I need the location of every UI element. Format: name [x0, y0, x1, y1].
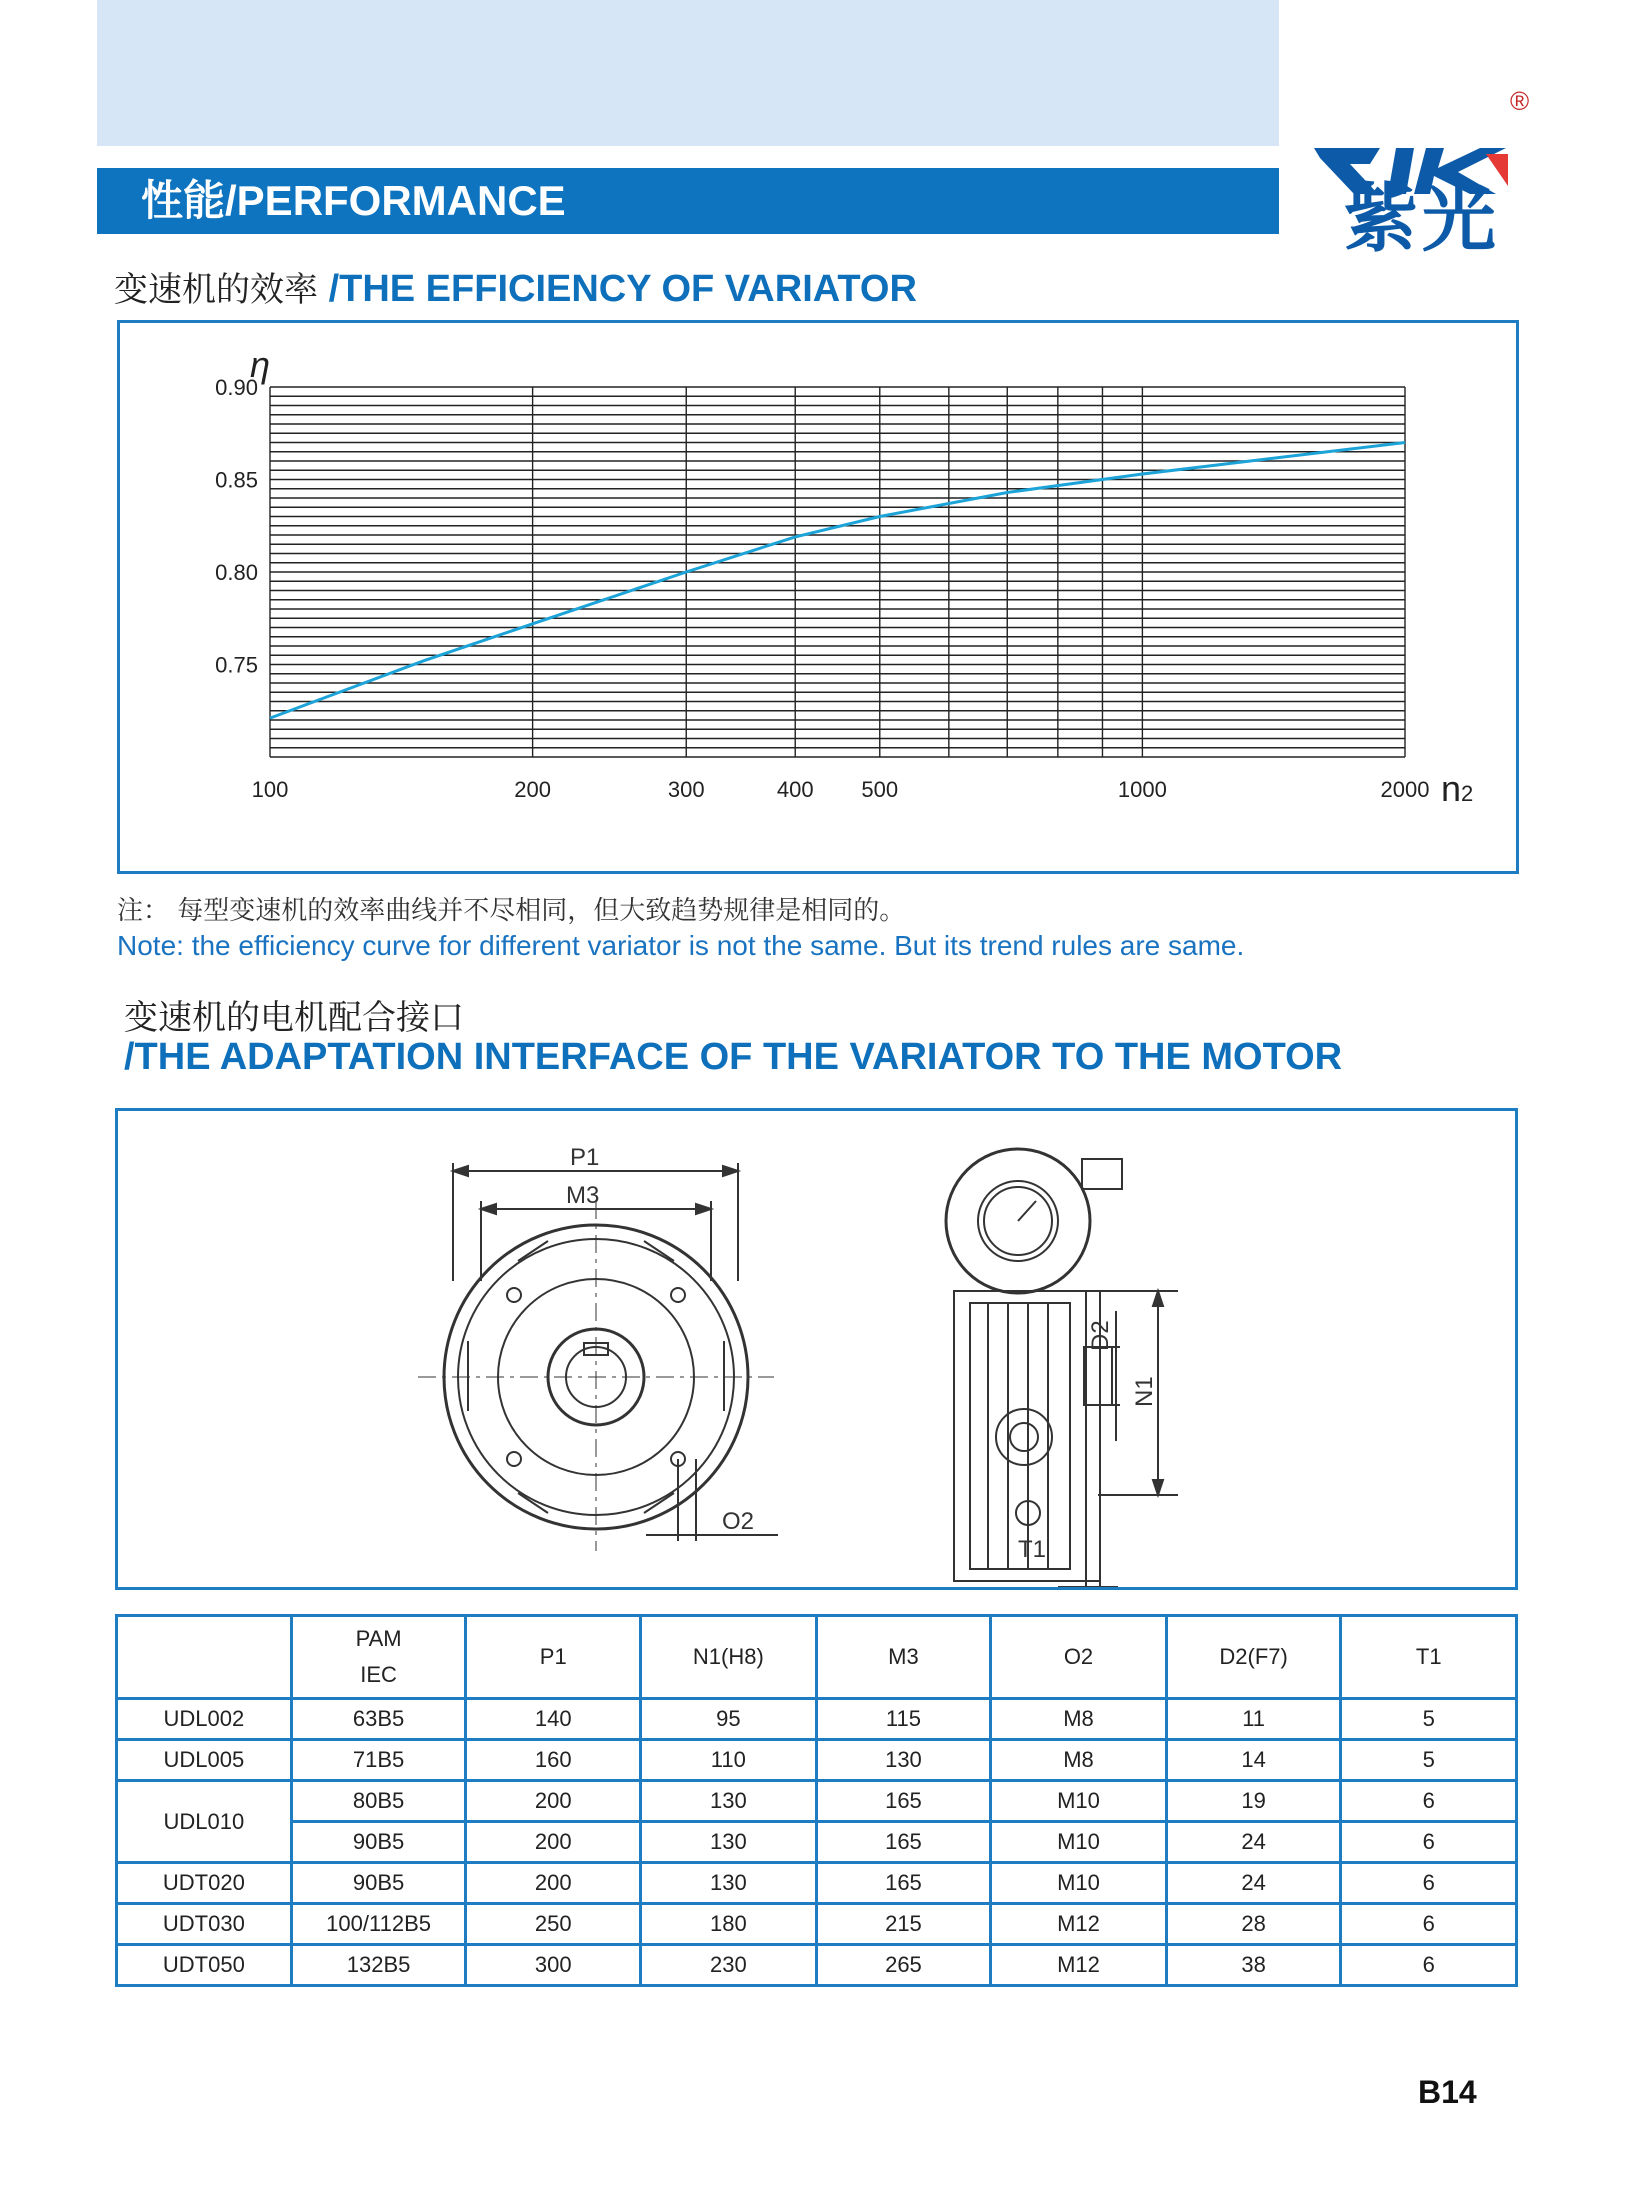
efficiency-chart — [120, 323, 1516, 871]
table-cell: 6 — [1341, 1904, 1517, 1945]
table-cell: M8 — [991, 1699, 1167, 1740]
y-tick-label: 0.75 — [215, 652, 258, 678]
table-header-row — [117, 1616, 1517, 1699]
variator-side-view — [946, 1149, 1178, 1587]
x-tick-label: 2000 — [1380, 777, 1430, 802]
label-t1: T1 — [1018, 1536, 1047, 1563]
table-cell: 63B5 — [291, 1699, 466, 1740]
note-english: Note: the efficiency curve for different variator is not the same. But its trend rules are same. — [117, 930, 1245, 961]
table-cell: 200 — [466, 1863, 641, 1904]
table-cell: 165 — [816, 1822, 991, 1863]
table-cell: 110 — [641, 1740, 817, 1781]
page-title: 性能/PERFORMANCE — [97, 168, 1279, 234]
table-cell: 19 — [1166, 1781, 1341, 1822]
table-cell: 300 — [466, 1945, 641, 1986]
efficiency-heading — [114, 262, 917, 311]
table-cell: 38 — [1166, 1945, 1341, 1986]
header-cell: P1 — [466, 1616, 641, 1699]
y-tick-label: 0.90 — [215, 375, 258, 400]
header-cell — [117, 1616, 292, 1699]
table-row — [117, 1863, 1517, 1904]
table-cell: 71B5 — [291, 1740, 466, 1781]
header-cell: PAM IEC — [291, 1616, 466, 1699]
table-row — [117, 1822, 1517, 1863]
x-tick-label: 100 — [251, 777, 289, 802]
table-cell: 90B5 — [291, 1863, 466, 1904]
efficiency-heading-en: /THE EFFICIENCY OF VARIATOR — [328, 268, 917, 310]
table-row — [117, 1945, 1517, 1986]
table-cell: 265 — [816, 1945, 991, 1986]
model-cell: UDT030 — [117, 1904, 292, 1945]
table-cell: 100/112B5 — [291, 1904, 466, 1945]
adaptation-heading-en: /THE ADAPTATION INTERFACE OF THE VARIATOR TO THE MOTOR — [124, 1036, 1343, 1078]
interface-diagram-frame — [115, 1108, 1518, 1590]
x-tick-label: 500 — [861, 777, 899, 802]
header-cell: T1 — [1341, 1616, 1517, 1699]
table-cell: M12 — [991, 1945, 1167, 1986]
table-cell: 200 — [466, 1822, 641, 1863]
table-cell: 5 — [1341, 1740, 1517, 1781]
model-cell: UDT020 — [117, 1863, 292, 1904]
model-cell: UDL010 — [117, 1781, 292, 1863]
x-tick-label: 400 — [776, 777, 814, 802]
brand-name: 紫光 — [1344, 176, 1500, 262]
interface-drawing — [118, 1111, 1515, 1587]
table-row — [117, 1904, 1517, 1945]
table-cell: 6 — [1341, 1781, 1517, 1822]
model-cell: UDT050 — [117, 1945, 292, 1986]
top-banner — [97, 0, 1279, 146]
table-cell: M10 — [991, 1863, 1167, 1904]
registered-mark: ® — [1510, 86, 1530, 116]
efficiency-curve — [270, 443, 1405, 719]
table-cell: 28 — [1166, 1904, 1341, 1945]
table-cell: 165 — [816, 1781, 991, 1822]
table-cell: 130 — [641, 1863, 817, 1904]
table-cell: 11 — [1166, 1699, 1341, 1740]
x-tick-label: 200 — [514, 777, 551, 802]
table-cell: 200 — [466, 1781, 641, 1822]
label-n1: N1 — [1131, 1376, 1158, 1407]
table-cell: 6 — [1341, 1863, 1517, 1904]
table-cell: 180 — [641, 1904, 817, 1945]
spec-table — [115, 1614, 1518, 1987]
y-axis-label: η — [250, 344, 270, 385]
table-row — [117, 1740, 1517, 1781]
flange-front-view — [418, 1163, 778, 1551]
note-chinese: 注： 每型变速机的效率曲线并不尽相同，但大致趋势规律是相同的。 — [117, 896, 906, 926]
table-cell: 95 — [641, 1699, 817, 1740]
y-tick-label: 0.85 — [215, 467, 258, 493]
table-cell: 215 — [816, 1904, 991, 1945]
y-tick-label: 0.80 — [215, 560, 258, 585]
table-cell: M12 — [991, 1904, 1167, 1945]
adaptation-heading-cn: 变速机的电机配合接口 — [124, 998, 464, 1038]
table-cell: 80B5 — [291, 1781, 466, 1822]
page-number: B14 — [1418, 2074, 1477, 2110]
table-cell: 130 — [641, 1822, 817, 1863]
table-cell: 165 — [816, 1863, 991, 1904]
model-cell: UDL005 — [117, 1740, 292, 1781]
header-cell: D2(F7) — [1166, 1616, 1341, 1699]
x-axis-label: n2 — [1441, 768, 1474, 809]
header-cell: M3 — [816, 1616, 991, 1699]
table-cell: 230 — [641, 1945, 817, 1986]
header-cell: O2 — [991, 1616, 1167, 1699]
table-cell: 14 — [1166, 1740, 1341, 1781]
table-cell: 250 — [466, 1904, 641, 1945]
label-o2: O2 — [722, 1508, 755, 1535]
table-cell: M10 — [991, 1781, 1167, 1822]
table-cell: 6 — [1341, 1945, 1517, 1986]
efficiency-chart-frame — [117, 320, 1519, 874]
x-tick-label: 1000 — [1117, 777, 1167, 802]
table-cell: M8 — [991, 1740, 1167, 1781]
table-cell: 132B5 — [291, 1945, 466, 1986]
table-cell: M10 — [991, 1822, 1167, 1863]
label-d2: D2 — [1087, 1320, 1114, 1351]
table-cell: 6 — [1341, 1822, 1517, 1863]
label-m3: M3 — [566, 1182, 600, 1209]
table-row — [117, 1699, 1517, 1740]
label-p1: P1 — [570, 1144, 600, 1171]
table-cell: 115 — [816, 1699, 991, 1740]
table-cell: 160 — [466, 1740, 641, 1781]
table-row — [117, 1781, 1517, 1822]
table-cell: 5 — [1341, 1699, 1517, 1740]
table-cell: 24 — [1166, 1863, 1341, 1904]
x-tick-label: 300 — [667, 777, 705, 802]
table-cell: 130 — [641, 1781, 817, 1822]
table-cell: 90B5 — [291, 1822, 466, 1863]
table-cell: 130 — [816, 1740, 991, 1781]
table-cell: 24 — [1166, 1822, 1341, 1863]
table-cell: 140 — [466, 1699, 641, 1740]
header-cell: N1(H8) — [641, 1616, 817, 1699]
model-cell: UDL002 — [117, 1699, 292, 1740]
efficiency-heading-cn: 变速机的效率 — [114, 270, 318, 310]
